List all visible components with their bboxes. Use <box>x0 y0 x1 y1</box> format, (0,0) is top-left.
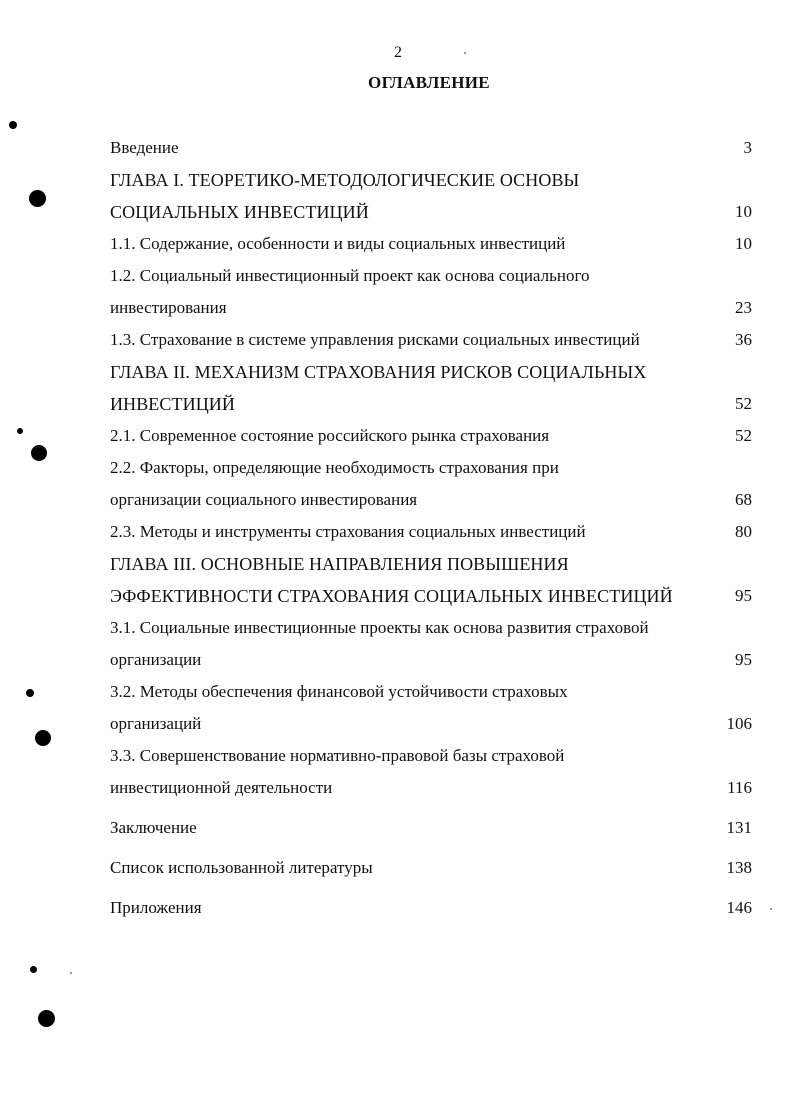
toc-entry-2-1: 2.1. Современное состояние российского рынка страхования <box>110 426 550 445</box>
scan-speck <box>770 908 772 910</box>
toc-page-1-2: 23 <box>735 298 752 317</box>
toc-entry-3-2-line2: организаций <box>110 714 202 733</box>
scan-speck <box>70 972 72 974</box>
toc-entry-conclusion: Заключение <box>110 818 197 837</box>
binder-hole <box>29 190 46 207</box>
toc-page-2-2: 68 <box>735 490 752 509</box>
binder-hole <box>31 445 47 461</box>
toc-entry-1-2-line1: 1.2. Социальный инвестиционный проект как основа социального <box>110 266 590 285</box>
toc-entry-1-2-line2: инвестирования <box>110 298 227 317</box>
toc-entry-3-3-line2: инвестиционной деятельности <box>110 778 333 797</box>
toc-page-2-1: 52 <box>735 426 752 445</box>
toc-page-1-1: 10 <box>735 234 752 253</box>
toc-entry-3-3-line1: 3.3. Совершенствование нормативно-правовой базы страховой <box>110 746 565 765</box>
toc-entry-2-2-line2: организации социального инвестирования <box>110 490 418 509</box>
toc-chapter-2-line1: ГЛАВА II. МЕХАНИЗМ СТРАХОВАНИЯ РИСКОВ СОЦИАЛЬНЫХ <box>110 362 647 382</box>
toc-page-3-2: 106 <box>726 714 752 733</box>
toc-page-chapter-2: 52 <box>735 394 752 413</box>
toc-page-references: 138 <box>726 858 752 877</box>
toc-page-chapter-3: 95 <box>735 586 752 605</box>
toc-entry-1-1: 1.1. Содержание, особенности и виды социальных инвестиций <box>110 234 566 253</box>
toc-chapter-3-line2: ЭФФЕКТИВНОСТИ СТРАХОВАНИЯ СОЦИАЛЬНЫХ ИНВЕСТИЦИЙ <box>110 586 673 606</box>
scan-speck <box>17 428 23 434</box>
page-number: 2 <box>394 44 402 61</box>
toc-page-1-3: 36 <box>735 330 752 349</box>
toc-page-chapter-1: 10 <box>735 202 752 221</box>
toc-entry-appendices: Приложения <box>110 898 202 917</box>
toc-page-intro: 3 <box>743 138 752 157</box>
toc-entry-1-3: 1.3. Страхование в системе управления рисками социальных инвестиций <box>110 330 640 349</box>
toc-page-3-1: 95 <box>735 650 752 669</box>
toc-page-conclusion: 131 <box>726 818 752 837</box>
toc-page-appendices: 146 <box>726 898 752 917</box>
toc-entry-intro: Введение <box>110 138 179 157</box>
toc-chapter-2-line2: ИНВЕСТИЦИЙ <box>110 394 235 414</box>
toc-chapter-1-line2: СОЦИАЛЬНЫХ ИНВЕСТИЦИЙ <box>110 202 369 222</box>
scan-speck <box>30 966 37 973</box>
scan-speck <box>9 121 17 129</box>
toc-entry-3-2-line1: 3.2. Методы обеспечения финансовой устойчивости страховых <box>110 682 568 701</box>
toc-page-2-3: 80 <box>735 522 752 541</box>
toc-entry-3-1-line1: 3.1. Социальные инвестиционные проекты как основа развития страховой <box>110 618 649 637</box>
toc-entry-2-3: 2.3. Методы и инструменты страхования социальных инвестиций <box>110 522 586 541</box>
toc-chapter-1-line1: ГЛАВА I. ТЕОРЕТИКО-МЕТОДОЛОГИЧЕСКИЕ ОСНОВЫ <box>110 170 580 190</box>
page-title: ОГЛАВЛЕНИЕ <box>368 73 490 92</box>
binder-hole <box>38 1010 55 1027</box>
toc-entry-3-1-line2: организации <box>110 650 202 669</box>
scan-speck <box>26 689 34 697</box>
toc-chapter-3-line1: ГЛАВА III. ОСНОВНЫЕ НАПРАВЛЕНИЯ ПОВЫШЕНИЯ <box>110 554 569 574</box>
toc-entry-references: Список использованной литературы <box>110 858 373 877</box>
binder-hole <box>35 730 51 746</box>
toc-entry-2-2-line1: 2.2. Факторы, определяющие необходимость страхования при <box>110 458 559 477</box>
toc-page-3-3: 116 <box>727 778 752 797</box>
